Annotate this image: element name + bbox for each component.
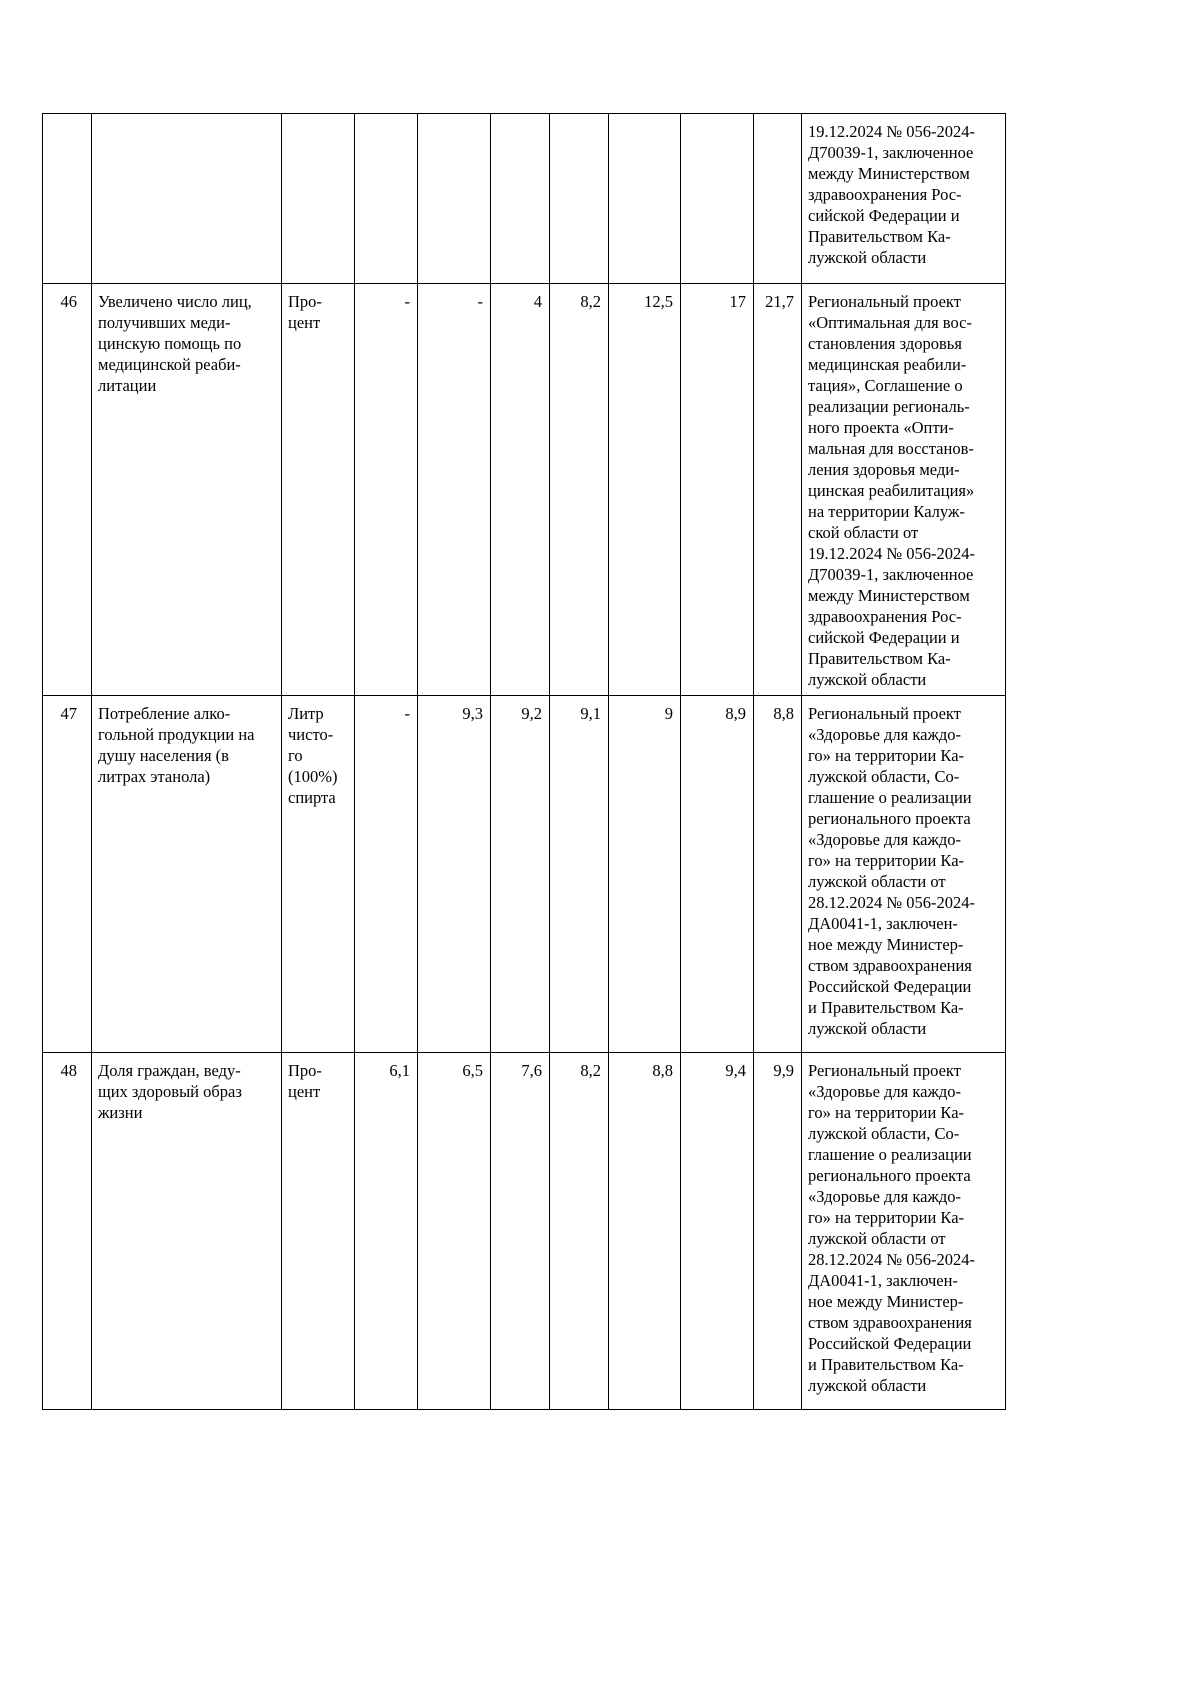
source-line: и Правительством Ка- [808, 1355, 964, 1374]
unit-line: (100%) [288, 767, 338, 786]
source-line: на территории Калуж- [808, 502, 965, 521]
value-cell: 8,8 [609, 1053, 681, 1410]
value-cell: 8,2 [550, 284, 609, 696]
source-line: лужской области [808, 248, 927, 267]
source-line: ством здравоохранения [808, 956, 972, 975]
source-line: го» на территории Ка- [808, 746, 965, 765]
value-cell: 21,7 [754, 284, 802, 696]
source-cell [802, 114, 1006, 284]
value-cell: 4 [491, 284, 550, 696]
value-cell: 8,8 [754, 696, 802, 1053]
row-index-cell: 46 [43, 284, 92, 696]
indicators-table [42, 113, 1006, 1410]
source-line: между Министерством [808, 586, 970, 605]
value-cell: 8,9 [681, 696, 754, 1053]
value-cell: 6,5 [418, 1053, 491, 1410]
name-line: цинскую помощь по [98, 334, 242, 353]
source-cell [802, 284, 1006, 696]
source-line: «Здоровье для каждо- [808, 830, 961, 849]
source-line: го» на территории Ка- [808, 1208, 965, 1227]
unit-line: го [288, 746, 303, 765]
source-line: мальная для восстанов- [808, 439, 974, 458]
unit-cell [282, 696, 355, 1053]
source-line: лужской области от [808, 1229, 946, 1248]
indicator-name-cell [92, 696, 282, 1053]
indicator-name-cell [92, 284, 282, 696]
table-row [43, 1053, 1006, 1410]
source-line: Правительством Ка- [808, 227, 951, 246]
source-line: тация», Соглашение о [808, 376, 963, 395]
name-line: щих здоровый образ [98, 1082, 242, 1101]
value-cell: - [355, 284, 418, 696]
indicator-name-cell [92, 1053, 282, 1410]
source-line: Д70039-1, заключенное [808, 565, 974, 584]
source-line: 28.12.2024 № 056-2024- [808, 893, 975, 912]
value-cell: 9,2 [491, 696, 550, 1053]
unit-line: Про- [288, 292, 322, 311]
source-line: реализации региональ- [808, 397, 970, 416]
name-line: жизни [98, 1103, 143, 1122]
row-index-cell: 48 [43, 1053, 92, 1410]
source-line: Региональный проект [808, 1061, 961, 1080]
value-cell: 8,2 [550, 1053, 609, 1410]
source-line: между Министерством [808, 164, 970, 183]
source-line: сийской Федерации и [808, 206, 960, 225]
value-cell: 9 [609, 696, 681, 1053]
table-row [43, 114, 1006, 284]
source-cell [802, 696, 1006, 1053]
source-line: го» на территории Ка- [808, 851, 965, 870]
name-line: душу населения (в [98, 746, 229, 765]
source-line: ДА0041-1, заключен- [808, 914, 958, 933]
value-cell [491, 114, 550, 284]
value-cell: - [418, 284, 491, 696]
source-line: ного проекта «Опти- [808, 418, 954, 437]
source-line: медицинская реабили- [808, 355, 967, 374]
source-line: лужской области [808, 670, 927, 689]
unit-line: Литр [288, 704, 324, 723]
unit-cell [282, 1053, 355, 1410]
name-line: литрах этанола) [98, 767, 211, 786]
source-line: Российской Федерации [808, 1334, 972, 1353]
value-cell: 7,6 [491, 1053, 550, 1410]
value-cell [681, 114, 754, 284]
value-cell [418, 114, 491, 284]
source-line: «Здоровье для каждо- [808, 1082, 961, 1101]
name-line: литации [98, 376, 157, 395]
unit-line: спирта [288, 788, 336, 807]
source-line: «Здоровье для каждо- [808, 725, 961, 744]
table-row [43, 284, 1006, 696]
source-line: лужской области от [808, 872, 946, 891]
source-line: ное между Министер- [808, 1292, 964, 1311]
source-line: ством здравоохранения [808, 1313, 972, 1332]
unit-cell [282, 284, 355, 696]
source-line: Российской Федерации [808, 977, 972, 996]
value-cell: 6,1 [355, 1053, 418, 1410]
unit-line: Про- [288, 1061, 322, 1080]
name-line: Потребление алко- [98, 704, 231, 723]
value-cell [550, 114, 609, 284]
value-cell: 9,9 [754, 1053, 802, 1410]
source-line: глашение о реализации [808, 1145, 972, 1164]
source-line: Региональный проект [808, 292, 961, 311]
source-line: здравоохранения Рос- [808, 607, 962, 626]
source-line: Правительством Ка- [808, 649, 951, 668]
source-line: лужской области, Со- [808, 767, 960, 786]
unit-line: цент [288, 1082, 321, 1101]
value-cell [754, 114, 802, 284]
row-index-cell: 47 [43, 696, 92, 1053]
value-cell [355, 114, 418, 284]
source-line: ДА0041-1, заключен- [808, 1271, 958, 1290]
row-index-cell [43, 114, 92, 284]
source-line: ской области от [808, 523, 919, 542]
name-line: получивших меди- [98, 313, 231, 332]
source-line: «Здоровье для каждо- [808, 1187, 961, 1206]
source-line: лужской области [808, 1019, 927, 1038]
source-line: 28.12.2024 № 056-2024- [808, 1250, 975, 1269]
value-cell: 12,5 [609, 284, 681, 696]
table-row [43, 696, 1006, 1053]
source-line: 19.12.2024 № 056-2024- [808, 122, 975, 141]
source-line: «Оптимальная для вос- [808, 313, 972, 332]
name-line: медицинской реаби- [98, 355, 241, 374]
value-cell: 9,4 [681, 1053, 754, 1410]
name-line: гольной продукции на [98, 725, 255, 744]
value-cell: - [355, 696, 418, 1053]
source-line: и Правительством Ка- [808, 998, 964, 1017]
value-cell [609, 114, 681, 284]
value-cell: 9,3 [418, 696, 491, 1053]
unit-line: чисто- [288, 725, 334, 744]
source-line: Региональный проект [808, 704, 961, 723]
source-line: сийской Федерации и [808, 628, 960, 647]
source-line: го» на территории Ка- [808, 1103, 965, 1122]
unit-line: цент [288, 313, 321, 332]
name-line: Доля граждан, веду- [98, 1061, 241, 1080]
source-line: здравоохранения Рос- [808, 185, 962, 204]
source-line: 19.12.2024 № 056-2024- [808, 544, 975, 563]
unit-cell [282, 114, 355, 284]
source-line: Д70039-1, заключенное [808, 143, 974, 162]
source-line: регионального проекта [808, 1166, 971, 1185]
indicator-name-cell [92, 114, 282, 284]
value-cell: 17 [681, 284, 754, 696]
source-line: цинская реабилитация» [808, 481, 975, 500]
source-line: регионального проекта [808, 809, 971, 828]
source-line: ное между Министер- [808, 935, 964, 954]
source-line: лужской области, Со- [808, 1124, 960, 1143]
source-line: ления здоровья меди- [808, 460, 960, 479]
source-line: лужской области [808, 1376, 927, 1395]
source-cell [802, 1053, 1006, 1410]
source-line: глашение о реализации [808, 788, 972, 807]
name-line: Увеличено число лиц, [98, 292, 252, 311]
source-line: становления здоровья [808, 334, 962, 353]
value-cell: 9,1 [550, 696, 609, 1053]
